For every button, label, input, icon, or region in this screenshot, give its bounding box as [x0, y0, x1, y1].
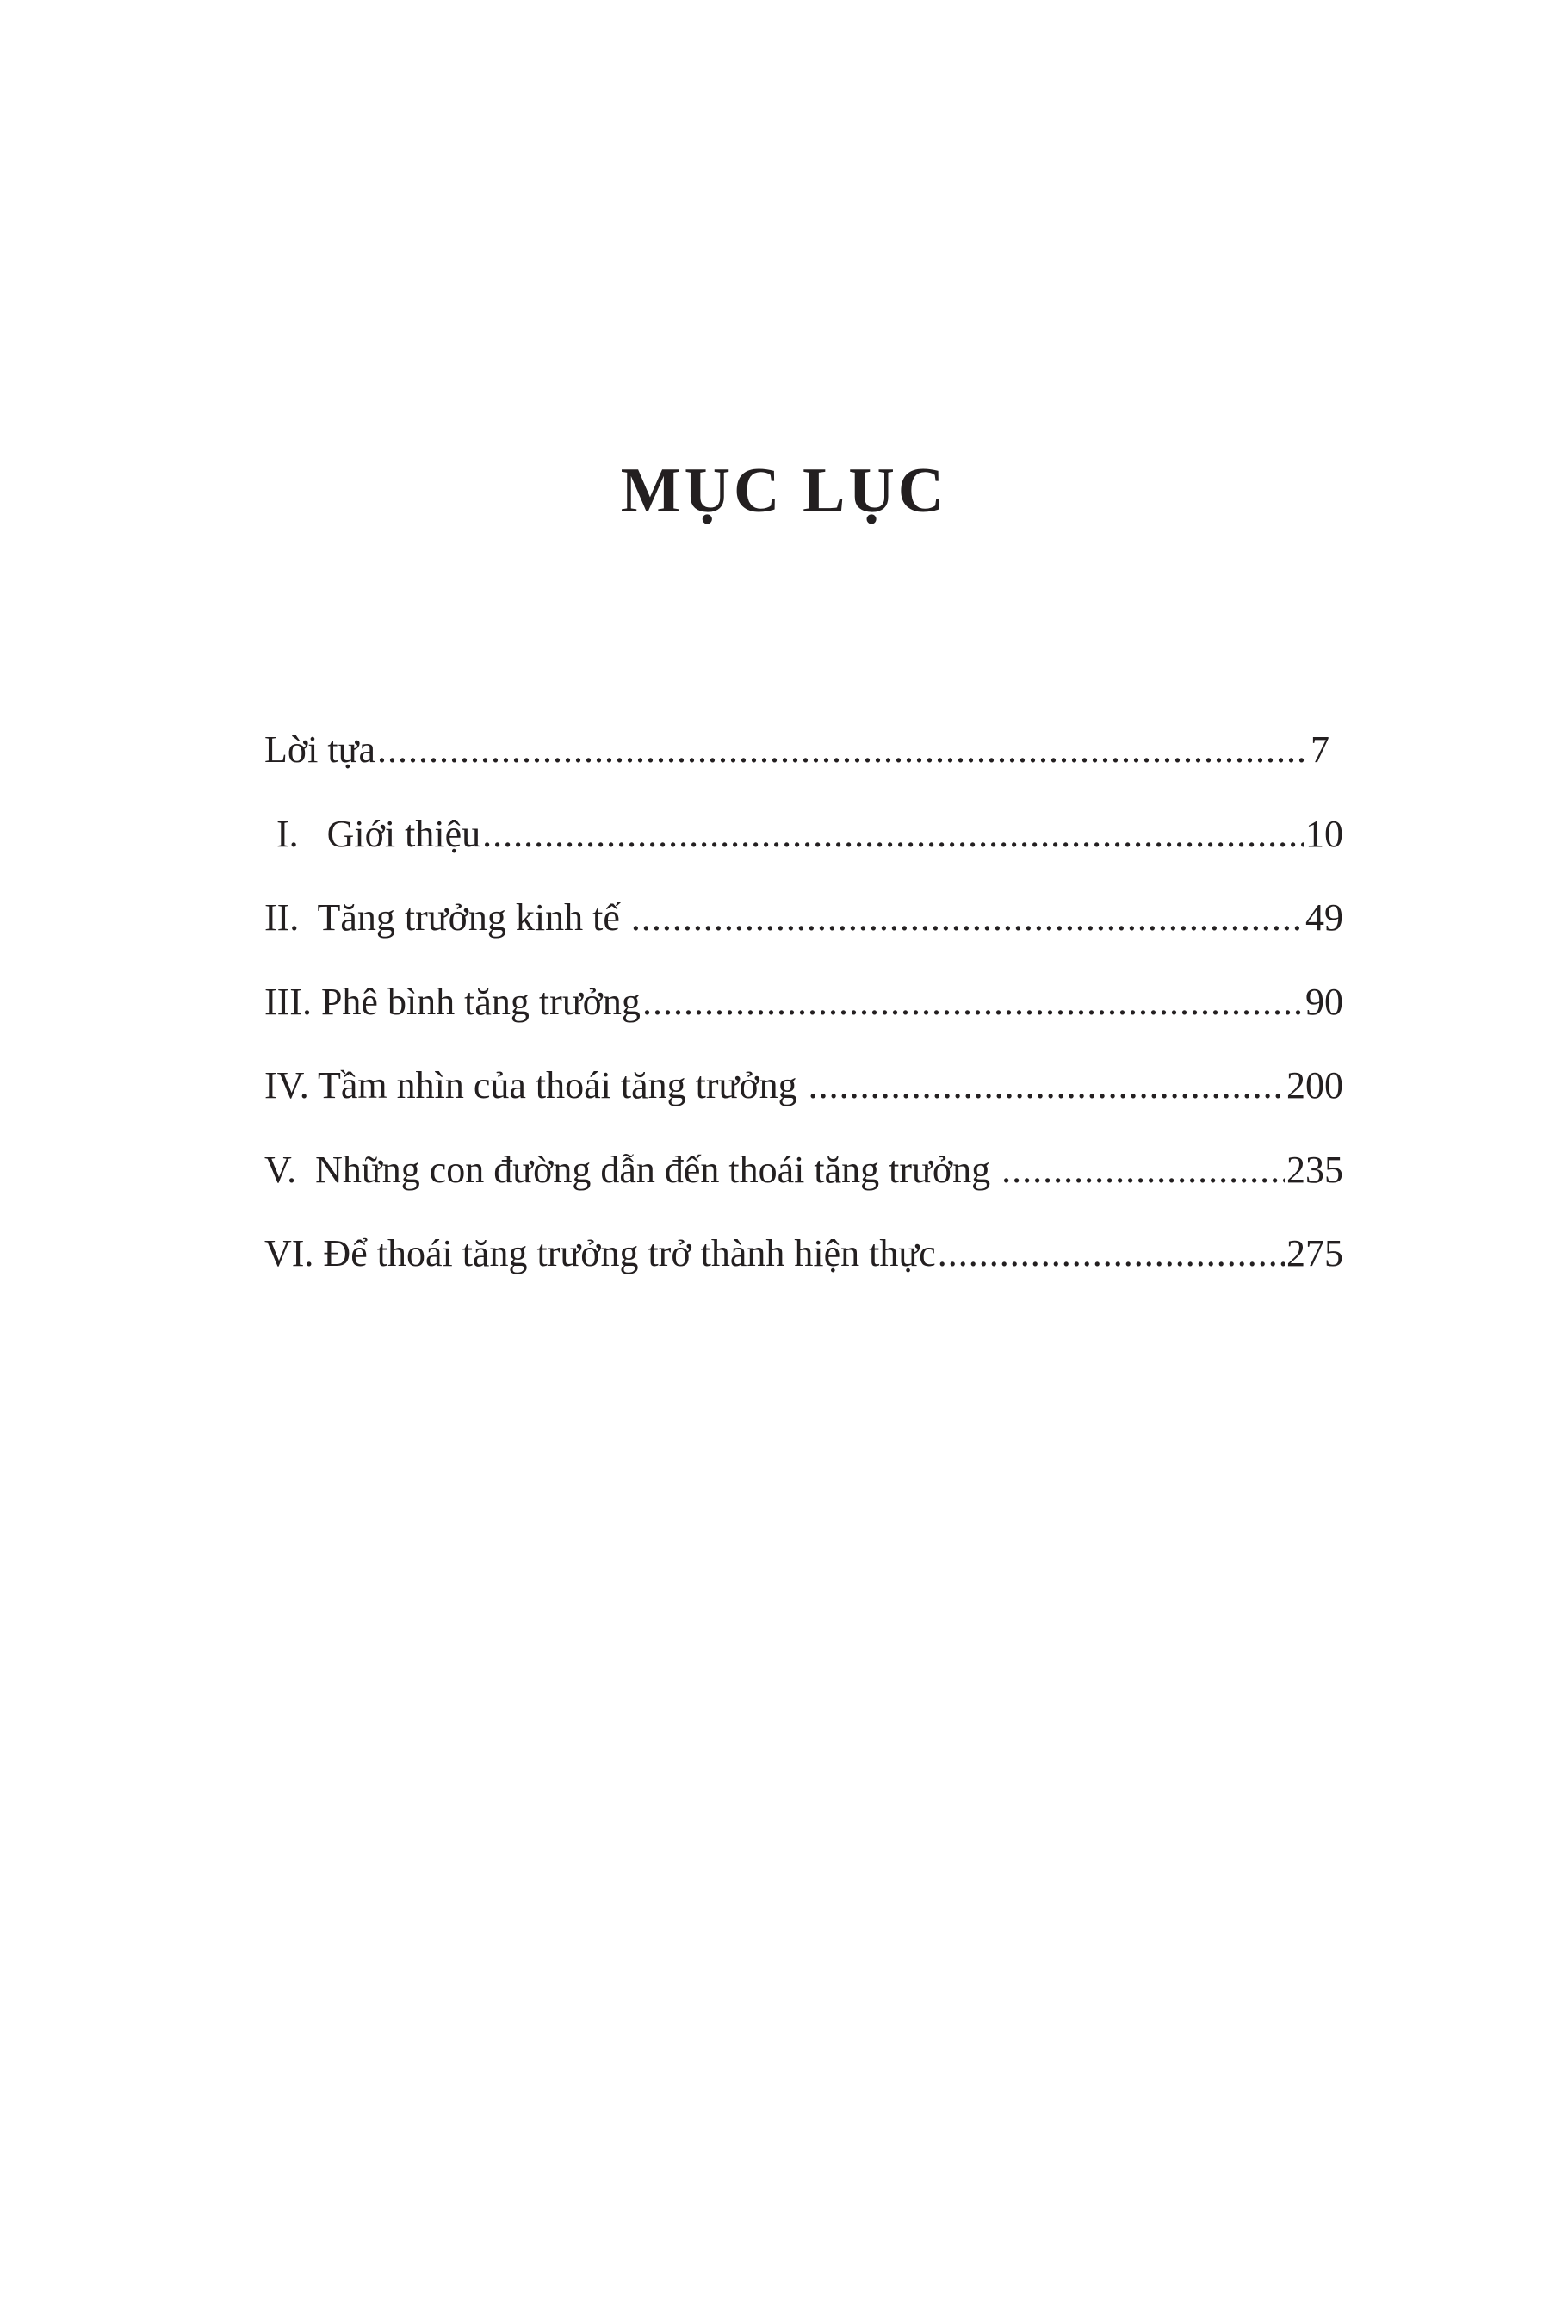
toc-entry-label: IV. Tầm nhìn của thoái tăng trưởng	[264, 1064, 807, 1106]
table-of-contents	[264, 708, 1343, 1296]
toc-page-number: 49	[1305, 896, 1343, 939]
toc-dot-leader	[631, 876, 1304, 960]
toc-page-number: 200	[1286, 1064, 1343, 1106]
toc-dot-leader	[1001, 1128, 1285, 1212]
toc-entry-label: V. Những con đường dẫn đến thoái tăng trưởng	[264, 1148, 1001, 1191]
toc-entry-label: II. Tăng trưởng kinh tế	[264, 896, 629, 939]
toc-entry-chapter-5	[264, 1128, 1343, 1212]
toc-entry-preface	[264, 708, 1343, 792]
toc-dot-leader	[938, 1212, 1285, 1296]
toc-page-number: 7	[1311, 728, 1329, 771]
toc-entry-chapter-1	[264, 792, 1343, 877]
toc-entry-label: VI. Để thoái tăng trưởng trở thành hiện thực	[264, 1232, 936, 1274]
toc-entry-label: I. Giới thiệu	[276, 812, 481, 855]
toc-entry-label: Lời tựa	[264, 728, 375, 771]
toc-page-number: 90	[1305, 980, 1343, 1023]
toc-entry-chapter-4	[264, 1044, 1343, 1128]
toc-dot-leader	[809, 1044, 1285, 1128]
toc-entry-chapter-2	[264, 876, 1343, 960]
toc-entry-label: III. Phê bình tăng trưởng	[264, 980, 641, 1023]
toc-entry-chapter-6	[264, 1212, 1343, 1296]
toc-dot-leader	[482, 792, 1304, 877]
page-title: MỤC LỤC	[620, 456, 948, 526]
toc-dot-leader	[377, 708, 1309, 792]
toc-dot-leader	[642, 960, 1304, 1044]
toc-entry-chapter-3	[264, 960, 1343, 1044]
toc-page-number: 10	[1305, 812, 1343, 855]
toc-page-number: 235	[1286, 1148, 1343, 1191]
toc-page-number: 275	[1286, 1232, 1343, 1274]
